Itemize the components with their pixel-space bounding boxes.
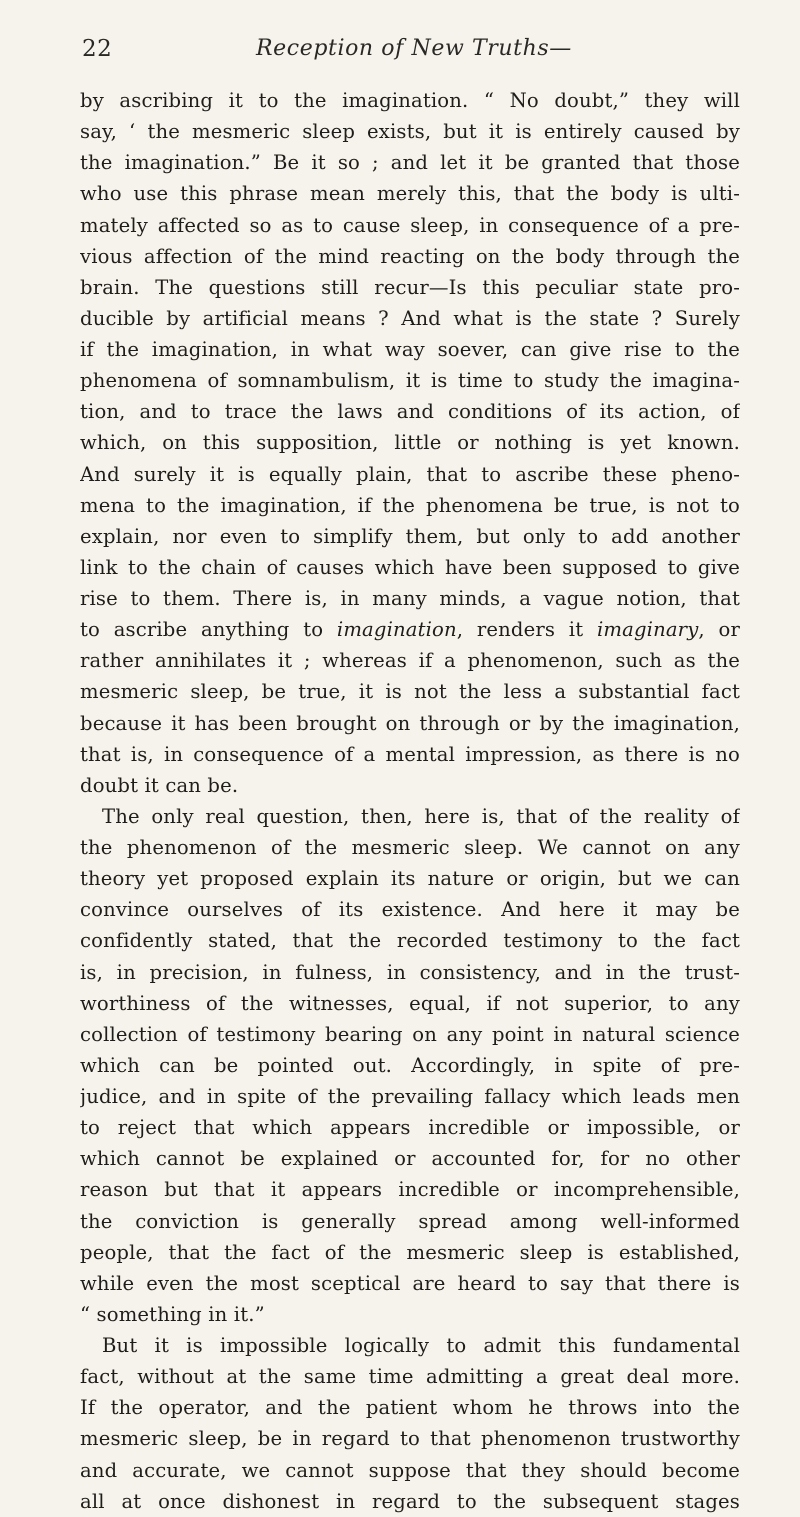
text-line: who use this phrase mean merely this, that the body is ulti- (80, 182, 740, 206)
text-line: the imagination.” Be it so ; and let it be granted that those (80, 151, 740, 175)
text-line: reason but that it appears incredible or incomprehensible, (80, 1178, 740, 1202)
text-line: fact, without at the same time admitting a great deal more. (80, 1365, 740, 1389)
text-line: link to the chain of causes which have been supposed to give (80, 555, 740, 579)
text-line: mesmeric sleep, be in regard to that phenomenon trustworthy (80, 1427, 740, 1451)
text-line: is, in precision, in fulness, in consistency, and in the trust- (80, 960, 740, 984)
text-line: worthiness of the witnesses, equal, if not superior, to any (80, 991, 740, 1015)
text-line: tion, and to trace the laws and conditions of its action, of (80, 400, 740, 424)
page-header (80, 34, 740, 66)
emphasis-imagination: imagination (336, 618, 457, 642)
text-line: if the imagination, in what way soever, can give rise to the (80, 338, 740, 361)
text-line: phenomena of somnambulism, it is time to study the imagina- (80, 369, 740, 393)
text-line: And surely it is equally plain, that to ascribe these pheno- (80, 462, 740, 486)
text-line: by ascribing it to the imagination. “ No doubt,” they will (80, 89, 740, 112)
text-line: people, that the fact of the mesmeric sleep is established, (80, 1240, 740, 1264)
text-line: mena to the imagination, if the phenomena be true, is not to (80, 493, 740, 517)
text-line: vious affection of the mind reacting on the body through the (80, 244, 740, 268)
text-line: and accurate, we cannot suppose that they should become (80, 1458, 740, 1482)
text-line: to reject that which appears incredible or impossible, or (80, 1116, 740, 1140)
text-run: , or (698, 618, 740, 642)
text-run: , renders it (456, 618, 597, 642)
text-run: to ascribe anything to (80, 618, 337, 642)
text-line: the phenomenon of the mesmeric sleep. We cannot on any (80, 836, 740, 859)
text-line: convince ourselves of its existence. And here it may be (80, 898, 740, 922)
emphasis-imaginary: imaginary (596, 618, 699, 642)
paragraph-end-line: “ something in it.” (80, 1302, 265, 1326)
text-line: say, ‘ the mesmeric sleep exists, but it is entirely caused by (80, 120, 740, 144)
text-line-mixed (80, 614, 740, 645)
text-line: which can be pointed out. Accordingly, in spite of pre- (80, 1053, 740, 1077)
text-line: ducible by artificial means ? And what is the state ? Surely (80, 306, 740, 330)
paragraph-start-line: The only real question, then, here is, that of the reality of (102, 804, 740, 828)
text-line: brain. The questions still recur—Is this peculiar state pro- (80, 275, 740, 299)
text-line: judice, and in spite of the prevailing fallacy which leads men (80, 1085, 740, 1108)
page-number: 22 (82, 36, 113, 62)
text-line: explain, nor even to simplify them, but only to add another (80, 524, 740, 548)
text-line: mesmeric sleep, be true, it is not the less a substantial fact (80, 680, 740, 704)
text-line: rise to them. There is, in many minds, a vague notion, that (80, 587, 740, 610)
text-line: that is, in consequence of a mental impression, as there is no (80, 742, 740, 766)
text-line: while even the most sceptical are heard to say that there is (80, 1271, 740, 1295)
paragraph-start-line: But it is impossible logically to admit this fundamental (102, 1334, 740, 1357)
text-line: confidently stated, that the recorded testimony to the fact (80, 929, 740, 953)
running-title: Reception of New Truths— (256, 36, 572, 61)
text-line: the conviction is generally spread among well-informed (80, 1209, 740, 1233)
text-line: If the operator, and the patient whom he throws into the (80, 1396, 740, 1420)
text-line: theory yet proposed explain its nature or origin, but we can (80, 867, 740, 891)
text-line: all at once dishonest in regard to the subsequent stages (80, 1489, 740, 1513)
paragraph-end-line: doubt it can be. (80, 773, 239, 797)
text-line: which, on this supposition, little or nothing is yet known. (80, 431, 740, 455)
text-line: rather annihilates it ; whereas if a phenomenon, such as the (80, 649, 740, 673)
text-line: collection of testimony bearing on any point in natural science (80, 1022, 740, 1046)
text-line: because it has been brought on through or by the imagination, (80, 711, 740, 735)
text-line: mately affected so as to cause sleep, in consequence of a pre- (80, 213, 740, 237)
text-line: which cannot be explained or accounted for, for no other (80, 1147, 740, 1171)
body-text (80, 85, 740, 1517)
